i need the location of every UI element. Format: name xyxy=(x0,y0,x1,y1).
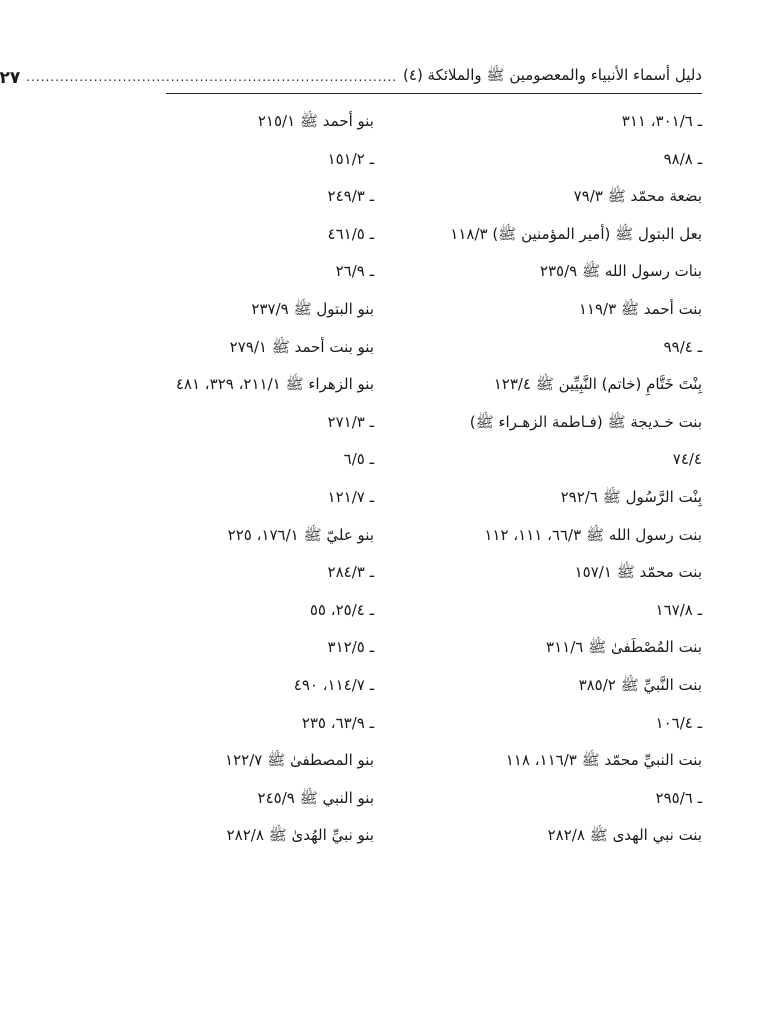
index-entry: بِنْت الرَّسُول ﷺ ٢٩٢/٦ xyxy=(560,487,702,506)
index-entry: ـ ٢٥/٤، ٥٥ xyxy=(309,600,374,619)
right-column xyxy=(434,103,702,855)
index-entry: ـ ١١٤/٧، ٤٩٠ xyxy=(293,675,374,694)
index-entry: ـ ١٠٦/٤ xyxy=(655,713,702,732)
index-entry: بنو النبي ﷺ ٢٤٥/٩ xyxy=(257,788,374,807)
index-entry: بنو البتول ﷺ ٢٣٧/٩ xyxy=(251,299,374,318)
index-entry: بنو أحمد ﷺ ٢١٥/١ xyxy=(257,112,374,130)
index-entry: ـ ٦/٥ xyxy=(343,450,374,469)
index-entry: بنت المُصْطَفىٰ ﷺ ٣١١/٦ xyxy=(546,638,702,657)
page-header xyxy=(0,58,702,88)
index-entry: بنو بنت أحمد ﷺ ٢٧٩/١ xyxy=(229,337,374,356)
index-entry: بعل البتول ﷺ (أمير المؤمنين ﷺ) ١١٨/٣ xyxy=(450,224,702,243)
index-entry: ـ ٢٧١/٣ xyxy=(327,412,374,431)
index-entry: ـ ٣٠١/٦، ٣١١ xyxy=(621,112,702,130)
index-entry: بنو الزهراء ﷺ ٢١١/١، ٣٢٩، ٤٨١ xyxy=(175,375,374,394)
index-entry: ـ ١٦٧/٨ xyxy=(655,600,702,619)
index-entry: ـ ٤٦١/٥ xyxy=(327,224,374,243)
index-entry: بنو عليّ ﷺ ١٧٦/١، ٢٢٥ xyxy=(227,525,374,544)
index-entry: بضعة محمّد ﷺ ٧٩/٣ xyxy=(573,187,702,206)
index-entry: ـ ٢٩٥/٦ xyxy=(655,788,702,807)
header-rule xyxy=(166,93,702,94)
index-entry: ـ ٣١٢/٥ xyxy=(327,638,374,657)
index-entry: ـ ٦٣/٩، ٢٣٥ xyxy=(301,713,374,732)
index-entry: ـ ٢٤٩/٣ xyxy=(327,187,374,206)
index-entry: ـ ٩٨/٨ xyxy=(663,149,702,168)
leader-dots: ............................................................................. xyxy=(26,70,398,84)
index-entry: بنو المصطفىٰ ﷺ ١٢٢/٧ xyxy=(225,751,374,770)
index-entry: بنت رسول الله ﷺ ٦٦/٣، ١١١، ١١٢ xyxy=(484,525,702,544)
running-title: دليل أسماء الأنبياء والمعصومين ﷺ والملائكة (٤) xyxy=(403,66,702,84)
index-entry: بنت نبي الهدى ﷺ ٢٨٢/٨ xyxy=(547,826,702,845)
index-entry: بنت النبيِّ محمّد ﷺ ١١٦/٣، ١١٨ xyxy=(505,751,702,770)
index-entry: بنات رسول الله ﷺ ٢٣٥/٩ xyxy=(539,262,702,281)
index-entry: بنت محمّد ﷺ ١٥٧/١ xyxy=(574,563,702,582)
index-entry: ـ ١٥١/٢ xyxy=(327,149,374,168)
index-entry: بِنْتَ خَتَّامِ (خاتم) النَّبِيِّين ﷺ ١٢٣/٤ xyxy=(493,375,702,394)
index-entry: ـ ٢٨٤/٣ xyxy=(327,563,374,582)
index-entry: بنت النَّبيِّ ﷺ ٣٨٥/٢ xyxy=(578,675,702,694)
index-entry: ٧٤/٤ xyxy=(672,450,702,469)
index-entry: بنت خـديجة ﷺ (فـاطمة الزهـراء ﷺ) xyxy=(469,412,702,431)
index-entry: بنت أحمد ﷺ ١١٩/٣ xyxy=(578,299,702,318)
index-entry: ـ ٩٩/٤ xyxy=(663,337,702,356)
index-columns xyxy=(166,103,702,855)
left-column xyxy=(166,103,434,855)
page-number: ٢٧ xyxy=(0,68,21,88)
index-entry: ـ ٢٦/٩ xyxy=(335,262,374,281)
index-entry: بنو نبيِّ الهُدىٰ ﷺ ٢٨٢/٨ xyxy=(226,826,374,845)
index-entry: ـ ١٢١/٧ xyxy=(327,487,374,506)
